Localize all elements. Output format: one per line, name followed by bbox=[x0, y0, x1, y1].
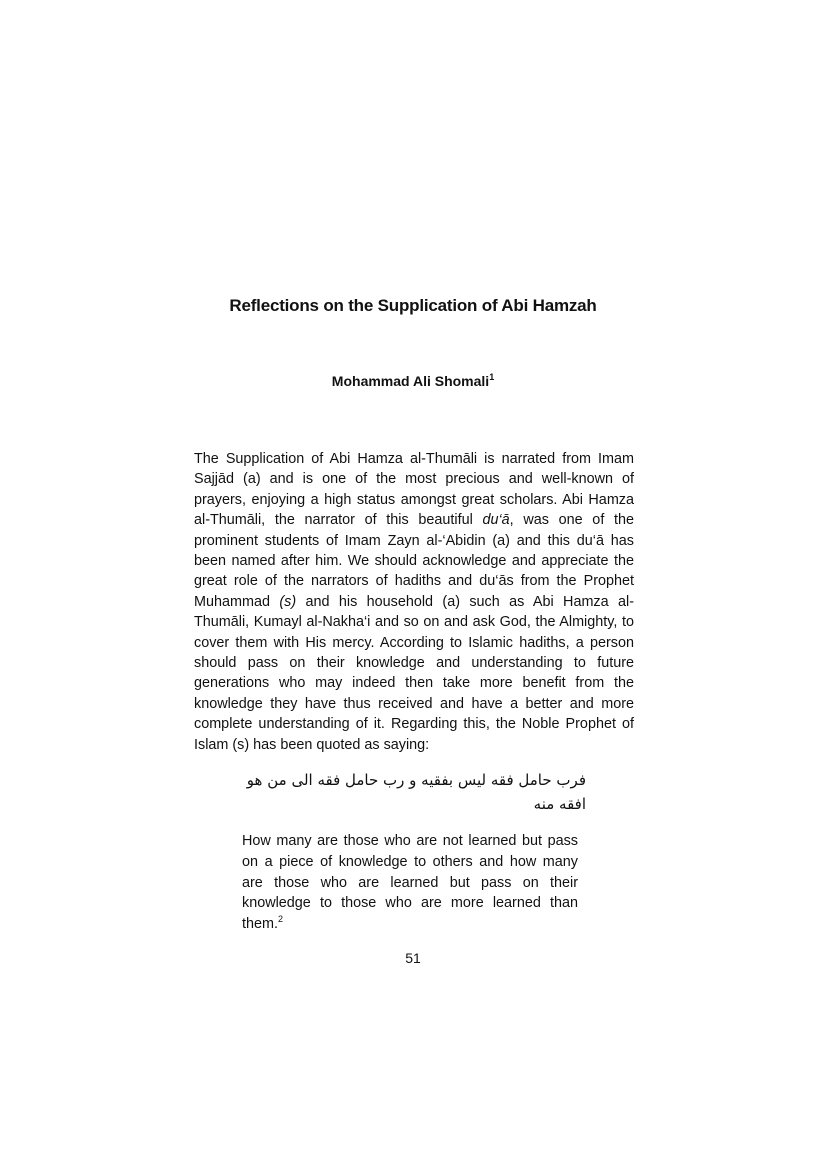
translation-quote bbox=[242, 831, 578, 935]
author-line bbox=[0, 373, 826, 389]
body-emphasis-s: (s) bbox=[279, 593, 297, 610]
footnote-ref-1[interactable]: 1 bbox=[489, 372, 495, 382]
body-text-part-2: , was one of the prominent students of Imam Zayn al-‘Abidin (a) and this du‘ā has been named after him. We should acknowledge and appreciate the great role of the narrators of hadiths and du‘ās from the Prophet Muhammad bbox=[194, 512, 634, 610]
translation-text: How many are those who are not learned but pass on a piece of knowledge to others and how many are those who are learned but pass on their knowledge to those who are more learned than them. bbox=[242, 833, 578, 933]
page-number: 51 bbox=[405, 950, 421, 966]
body-emphasis-dua: du‘ā bbox=[482, 512, 510, 529]
arabic-quote: فرب حامل فقه ليس بفقيه و رب حامل فقه الى من هو افقه منه bbox=[246, 771, 586, 813]
body-text-part-3: and his household (a) such as Abi Hamza al-Thumāli, Kumayl al-Nakha‘i and so on and ask God, the Almighty, to cover them with His mercy. According to Islamic hadiths, a person should pass on their knowledge and understanding to future generations who may indeed then take more benefit from the knowledge they have thus received and have a better and more complete understanding of it. Regarding this, the Noble Prophet of Islam (s) has been quoted as saying: bbox=[194, 593, 634, 753]
author-name: Mohammad Ali Shomali bbox=[331, 373, 490, 389]
page-title: Reflections on the Supplication of Abi Hamzah bbox=[229, 296, 597, 315]
body-text-part-1: The Supplication of Abi Hamza al-Thumāli is narrated from Imam Sajjād (a) and is one of the most precious and well-known of prayers, enjoying a high status amongst great scholars. Abi Hamza al-Thumāli, the narrator of this beautiful bbox=[194, 451, 634, 529]
footnote-ref-2[interactable]: 2 bbox=[278, 914, 284, 925]
body-paragraph bbox=[194, 449, 634, 755]
